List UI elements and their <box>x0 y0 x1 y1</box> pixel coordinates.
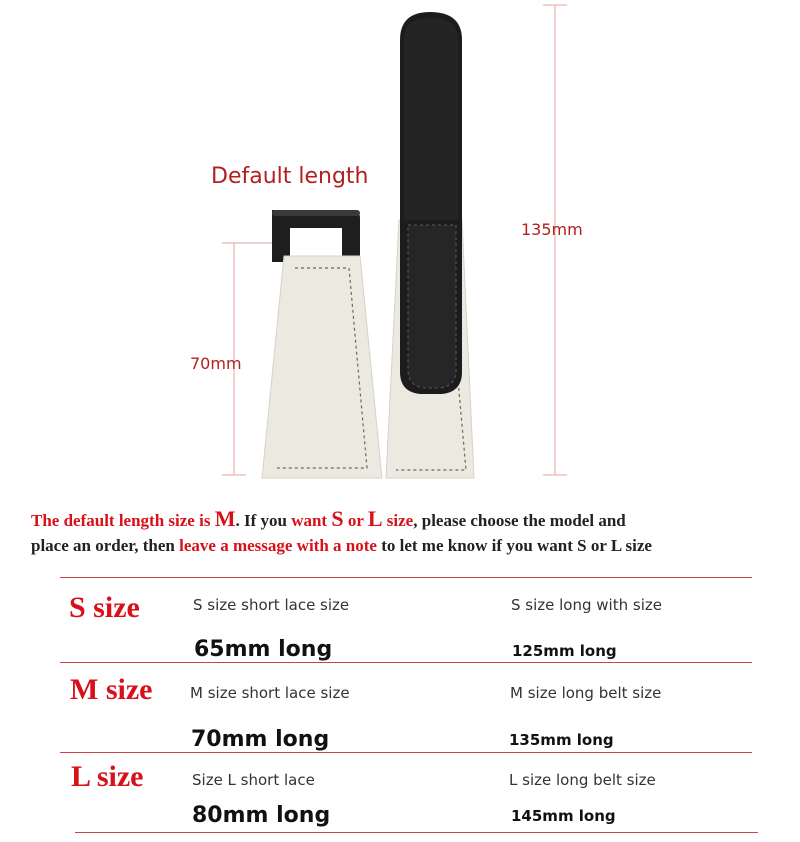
s-size-title: S size <box>69 591 140 624</box>
divider <box>60 577 752 578</box>
long-dimension-label: 135mm <box>521 220 583 239</box>
l-short-value: 80mm long <box>192 803 331 828</box>
default-length-label: Default length <box>211 164 369 189</box>
s-short-label: S size short lace size <box>193 596 350 614</box>
notice-line-2: place an order, then leave a message with a note to let me know if you want S or L size <box>31 536 652 555</box>
buckle-icon <box>272 210 360 262</box>
l-long-label: L size long belt size <box>509 771 656 789</box>
m-size-title: M size <box>70 673 153 706</box>
short-dimension-label: 70mm <box>190 354 242 373</box>
m-short-label: M size short lace size <box>190 684 350 702</box>
m-short-value: 70mm long <box>191 727 330 752</box>
s-long-value: 125mm long <box>512 642 617 660</box>
l-size-title: L size <box>71 760 144 793</box>
notice-line-1: The default length size is M. If you want S or L size, please choose the model and <box>31 506 626 531</box>
l-long-value: 145mm long <box>511 807 616 825</box>
short-strap <box>262 256 382 478</box>
divider <box>60 752 752 753</box>
l-short-label: Size L short lace <box>192 771 315 789</box>
s-short-value: 65mm long <box>194 637 333 662</box>
m-long-value: 135mm long <box>509 731 614 749</box>
s-long-label: S size long with size <box>511 596 662 614</box>
divider <box>60 662 752 663</box>
m-long-label: M size long belt size <box>510 684 662 702</box>
divider <box>75 832 758 833</box>
